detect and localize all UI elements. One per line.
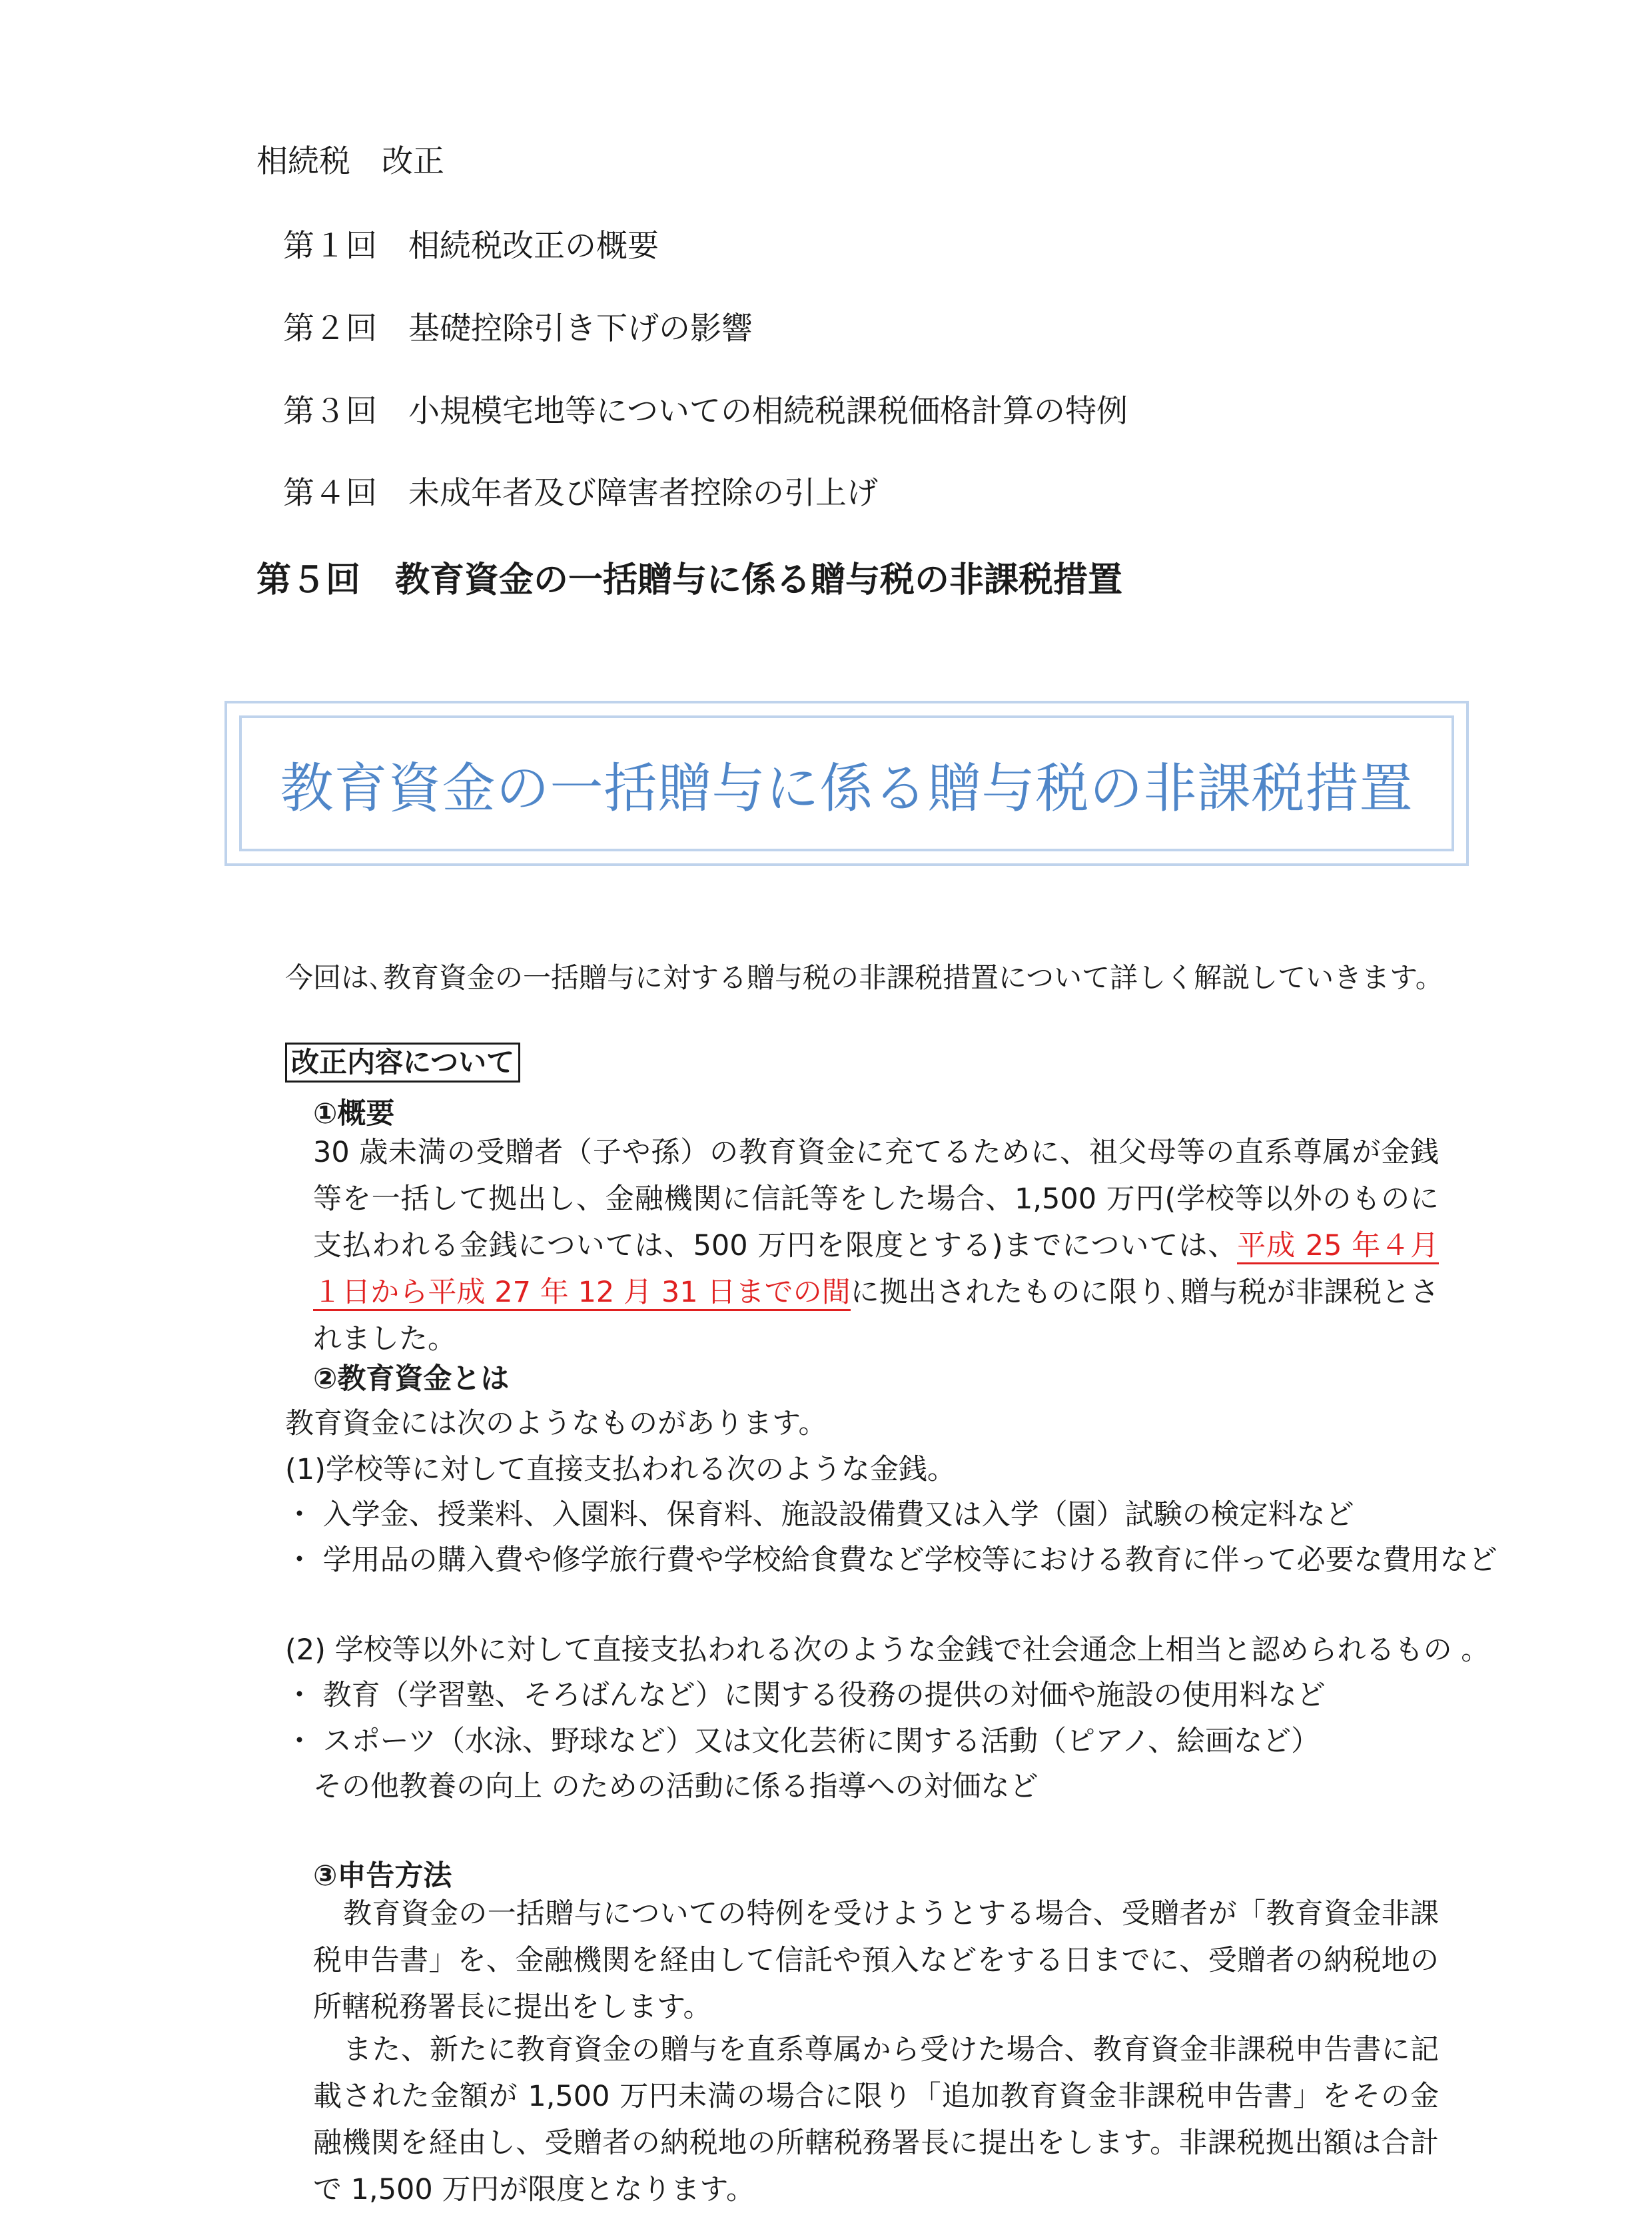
title-frame — [224, 701, 1469, 866]
s2-line-7: ・ スポーツ（水泳、野球など）又は文化芸術に関する活動（ピアノ、絵画など） — [285, 1725, 1320, 1758]
toc-item-3: 第３回 小規模宅地等についての相続税課税価格計算の特例 — [283, 393, 1128, 430]
s2-line-3: ・ 入学金、授業料、入園料、保育料、施設設備費又は入学（園）試験の検定料など — [285, 1498, 1354, 1532]
s2-heading: ②教育資金とは — [313, 1362, 510, 1396]
s1-highlight-period: 平成 25 年４月１日から平成 27 年 12 月 31 日までの間 — [313, 1229, 1439, 1311]
s2-line-1: 教育資金には次のようなものがあります。 — [285, 1407, 827, 1440]
s3-heading: ③申告方法 — [313, 1859, 452, 1893]
s1-text-b: に拠出されたものに限り､贈与税が非課税とされました。 — [313, 1276, 1439, 1356]
section-heading: 改正内容について — [285, 1043, 520, 1083]
s2-line-8: その他教養の向上 のための活動に係る指導への対価など — [313, 1770, 1038, 1803]
s2-line-6: ・ 教育（学習塾、そろばんなど）に関する役務の提供の対価や施設の使用料など — [285, 1679, 1326, 1712]
toc-item-2: 第２回 基礎控除引き下げの影響 — [283, 310, 753, 347]
series-title: 相続税 改正 — [256, 143, 444, 180]
s2-line-2: (1)学校等に対して直接支払われる次のような金銭。 — [285, 1453, 956, 1486]
frame-title: 教育資金の一括贈与に係る贈与税の非課税措置 — [280, 757, 1414, 819]
s2-line-5: (2) 学校等以外に対して直接支払われる次のような金銭で社会通念上相当と認められるもの 。 — [285, 1633, 1490, 1667]
toc-item-4: 第４回 未成年者及び障害者控除の引上げ — [283, 475, 878, 512]
s2-line-4: ・ 学用品の購入費や修学旅行費や学校給食費など学校等における教育に伴って必要な費用など — [285, 1544, 1497, 1577]
s1-heading: ①概要 — [313, 1097, 395, 1130]
s1-paragraph — [313, 1129, 1439, 1362]
title-frame-inner — [239, 715, 1454, 851]
toc-item-1: 第１回 相続税改正の概要 — [283, 228, 659, 264]
s1-text-a: 30 歳未満の受贈者（子や孫）の教育資金に充てるために、祖父母等の直系尊属が金銭等を一括して拠出し、金融機関に信託等をした場合、1,500 万円(学校等以外のものに支払われる金銭については、500 万円を限度とする)までについては、 — [313, 1136, 1439, 1262]
intro-text: 今回は､教育資金の一括贈与に対する贈与税の非課税措置について詳しく解説していきます。 — [285, 961, 1444, 994]
s3-paragraph-1: 教育資金の一括贈与についての特例を受けようとする場合、受贈者が「教育資金非課税申告書」を、金融機関を経由して信託や預入などをする日までに、受贈者の納税地の所轄税務署長に提出をします。 — [313, 1897, 1439, 2024]
toc-item-current: 第５回 教育資金の一括贈与に係る贈与税の非課税措置 — [256, 560, 1123, 600]
s3-paragraph-2: また、新たに教育資金の贈与を直系尊属から受けた場合、教育資金非課税申告書に記載された金額が 1,500 万円未満の場合に限り「追加教育資金非課税申告書」をその金融機関を経由し、受贈者の納税地の所轄税務署長に提出をします。非課税拠出額は合計で 1,500 万円が限度となります。 — [313, 2033, 1439, 2206]
